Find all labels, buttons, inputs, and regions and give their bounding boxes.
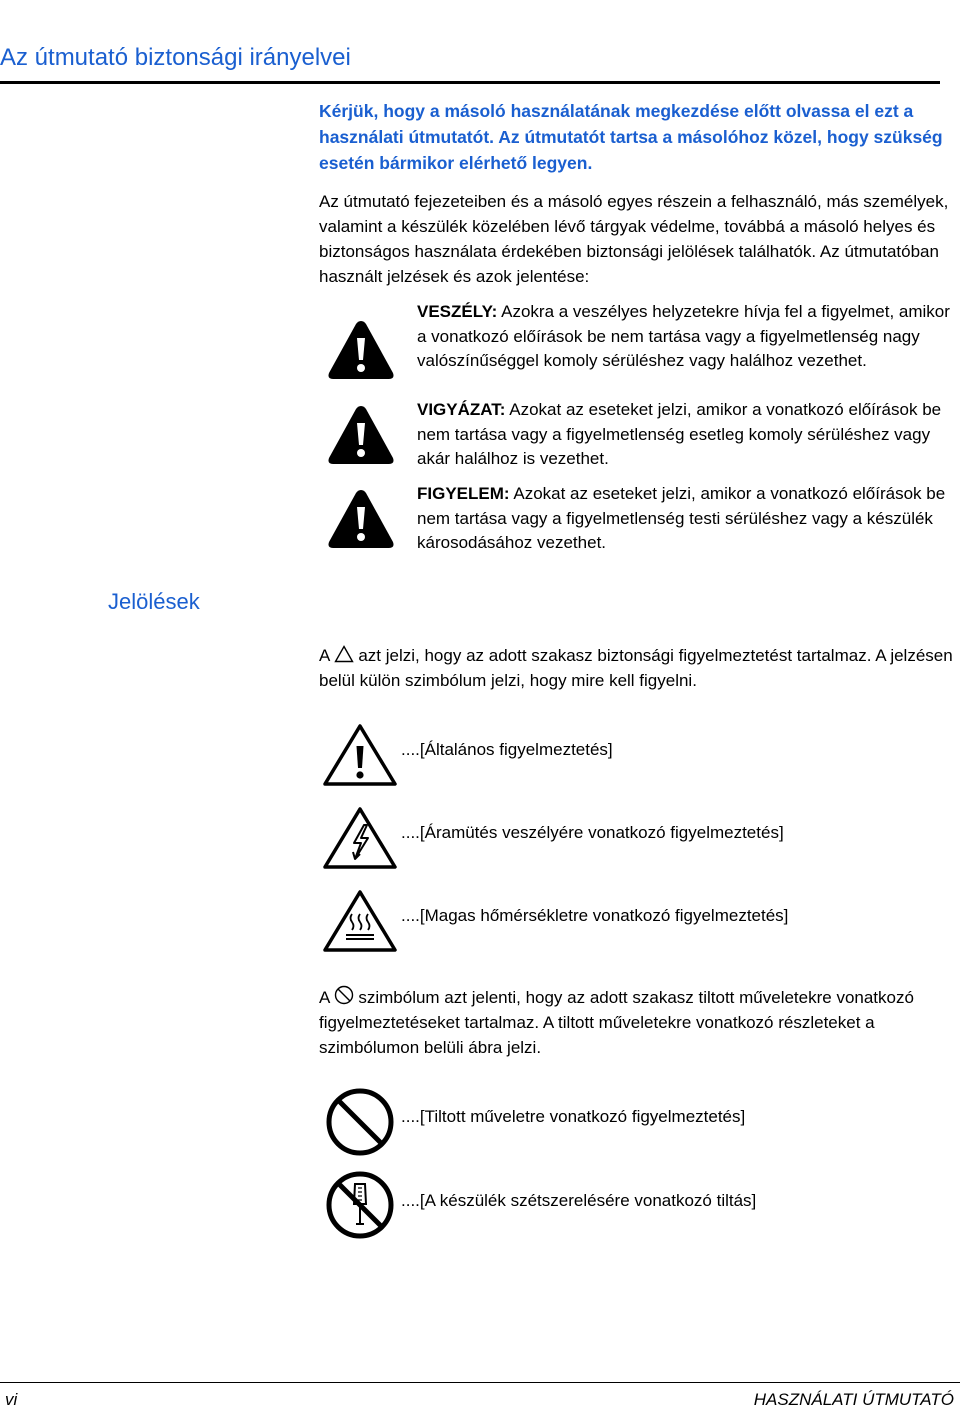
outline-triangle-icon xyxy=(334,645,354,663)
no-disassembly-icon xyxy=(325,1170,395,1240)
level-danger xyxy=(417,300,955,374)
level-caution xyxy=(417,482,955,556)
footer-page-number: vi xyxy=(5,1390,18,1409)
electric-shock-icon xyxy=(322,805,398,871)
caution-triangle-icon xyxy=(326,487,396,551)
level-warning xyxy=(417,398,955,472)
intro-text: Kérjük, hogy a másoló használatának megkezdése előtt olvassa el ezt a használati útmutatót. Az útmutatót tartsa a másolóhoz közel, hogy szükség esetén bármikor elérhető legyen. xyxy=(319,101,943,173)
page-title: Az útmutató biztonsági irányelvei xyxy=(0,43,940,84)
footer-divider xyxy=(0,1382,960,1383)
level-term: FIGYELEM: xyxy=(417,484,510,503)
intro-paragraph: Az útmutató fejezeteiben és a másoló egyes részein a felhasználó, más személyek, valamint a készülék közelében lévő tárgyak védelme, továbbá a másoló helyes és biztonságos használata érdekében biztonsági jelölések találhatók. Az útmutatóban használt jelzések és azok jelentése: xyxy=(319,192,949,286)
footer-manual-title: HASZNÁLATI ÚTMUTATÓ xyxy=(753,1390,954,1409)
general-warning-label: ....[Általános figyelmeztetés] xyxy=(401,740,613,759)
circle-intro-text: szimbólum azt jelenti, hogy az adott szakasz tiltott műveletekre vonatkozó figyelmeztetéseket tartalmaz. A tiltott műveletekre vonatkozó részleteket a szimbólumon belüli ábra jelzi. xyxy=(319,988,914,1057)
section-heading-jelolesek: Jelölések xyxy=(108,589,200,614)
general-warning-icon xyxy=(322,722,398,788)
level-text: Azokat az eseteket jelzi, amikor a vonatkozó előírások be nem tartása vagy a figyelmetlenség testi sérüléshez vagy a készülék károsodásához vezethet. xyxy=(417,484,946,552)
high-temperature-label: ....[Magas hőmérsékletre vonatkozó figyelmeztetés] xyxy=(401,906,789,925)
electric-shock-label: ....[Áramütés veszélyére vonatkozó figyelmeztetés] xyxy=(401,823,784,842)
high-temperature-icon xyxy=(322,888,398,954)
circle-intro xyxy=(319,985,949,1060)
warning-triangle-icon xyxy=(326,403,396,467)
danger-triangle-icon xyxy=(326,318,396,382)
prohibited-label: ....[Tiltott műveletre vonatkozó figyelmeztetés] xyxy=(401,1107,746,1126)
circle-intro-prefix: A xyxy=(319,988,331,1007)
level-text: Azokat az eseteket jelzi, amikor a vonatkozó előírások be nem tartása vagy a figyelmetlenség esetleg komoly sérüléshez vagy akár halálhoz is vezethet. xyxy=(417,400,942,468)
triangle-intro-prefix: A xyxy=(319,646,331,665)
triangle-intro xyxy=(319,643,959,693)
triangle-intro-text: azt jelzi, hogy az adott szakasz biztonsági figyelmeztetést tartalmaz. A jelzésen belül külön szimbólum jelzi, hogy mire kell figyelni. xyxy=(319,646,953,690)
prohibition-circle-icon xyxy=(334,985,354,1005)
no-disassembly-label: ....[A készülék szétszerelésére vonatkozó tiltás] xyxy=(401,1191,757,1210)
level-term: VESZÉLY: xyxy=(417,302,498,321)
level-text: Azokra a veszélyes helyzetekre hívja fel a figyelmet, amikor a vonatkozó előírások be nem tartása vagy a figyelmetlenség nagy valószínűséggel komoly sérüléshez vagy halálhoz vezethet. xyxy=(417,302,950,370)
level-term: VIGYÁZAT: xyxy=(417,400,506,419)
prohibited-icon xyxy=(325,1087,395,1157)
